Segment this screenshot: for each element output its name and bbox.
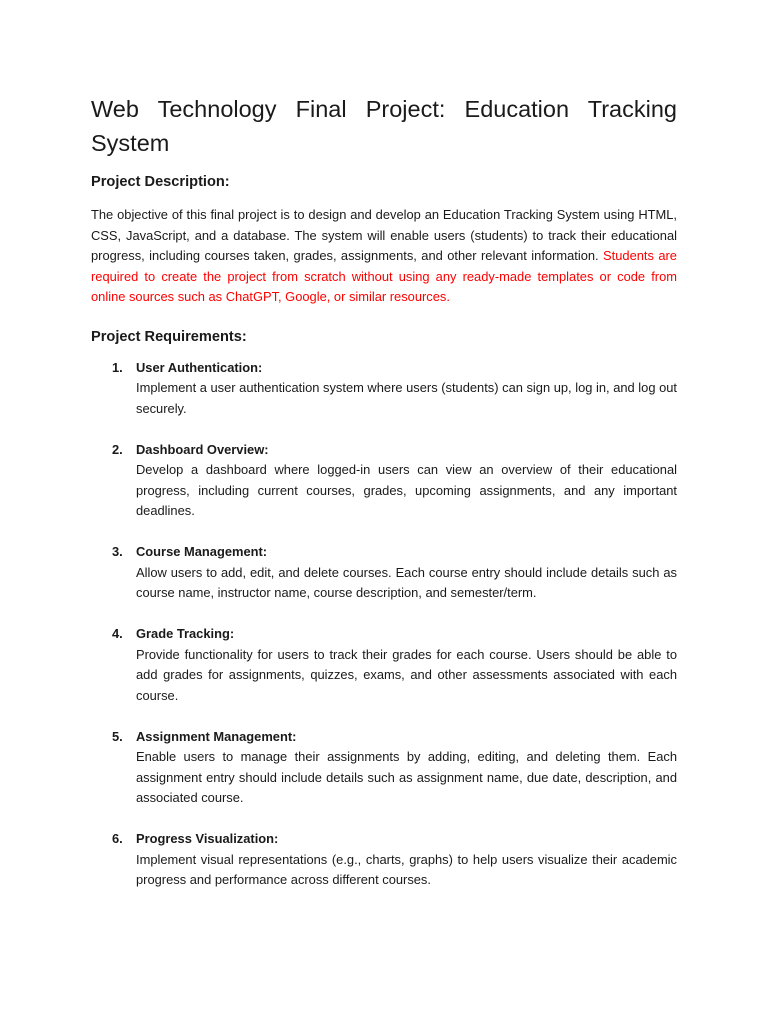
requirement-title: Assignment Management: bbox=[136, 728, 297, 744]
requirement-title: Grade Tracking: bbox=[136, 626, 235, 641]
description-warning-text: Students are required to create the project from scratch without using any ready-made templates or code from online sources such as ChatGPT, Google, or similar resources. bbox=[91, 248, 677, 304]
document-title: Web Technology Final Project: Education Tracking System bbox=[91, 96, 677, 156]
requirement-number: 6. bbox=[112, 831, 123, 846]
requirement-number: 2. bbox=[112, 441, 123, 457]
requirements-list bbox=[91, 358, 677, 891]
requirement-body: Provide functionality for users to track their grades for each course. Users should be able to add grades for assignments, quizzes, exams, and other assessments associated with each course. bbox=[136, 646, 677, 703]
requirement-item bbox=[91, 624, 677, 706]
project-requirements-heading: Project Requirements: bbox=[91, 328, 247, 345]
requirement-item bbox=[91, 829, 677, 891]
requirement-item bbox=[91, 727, 677, 809]
project-description-paragraph bbox=[91, 205, 677, 308]
requirement-title: Dashboard Overview: bbox=[136, 441, 269, 457]
requirement-body: Implement a user authentication system where users (students) can sign up, log in, and log out securely. bbox=[136, 380, 677, 416]
requirement-number: 1. bbox=[112, 359, 123, 375]
requirement-number: 3. bbox=[112, 544, 123, 559]
project-description-heading: Project Description: bbox=[91, 174, 230, 190]
requirement-title: User Authentication: bbox=[136, 359, 263, 375]
requirement-item bbox=[91, 358, 677, 420]
requirement-item bbox=[91, 440, 677, 522]
requirement-body: Enable users to manage their assignments by adding, editing, and deleting them. Each assignment entry should include details such as assignment name, due date, description, and associated course. bbox=[136, 749, 677, 805]
requirement-number: 4. bbox=[112, 626, 123, 641]
description-text: The objective of this final project is to design and develop an Education Tracking System using HTML, CSS, JavaScript, and a database. The system will enable users (students) to track their educational progress, including courses taken, grades, assignments, and other relevant information. bbox=[91, 207, 677, 263]
requirement-title: Course Management: bbox=[136, 544, 268, 559]
requirement-number: 5. bbox=[112, 728, 123, 744]
requirement-body: Implement visual representations (e.g., charts, graphs) to help users visualize their academic progress and performance across different courses. bbox=[136, 851, 677, 887]
requirement-body: Develop a dashboard where logged-in users can view an overview of their educational progress, including current courses, grades, upcoming assignments, and any important deadlines. bbox=[136, 462, 677, 518]
requirement-body: Allow users to add, edit, and delete courses. Each course entry should include details such as course name, instructor name, course description, and semester/term. bbox=[136, 564, 677, 600]
requirement-title: Progress Visualization: bbox=[136, 831, 279, 846]
requirement-item bbox=[91, 542, 677, 604]
